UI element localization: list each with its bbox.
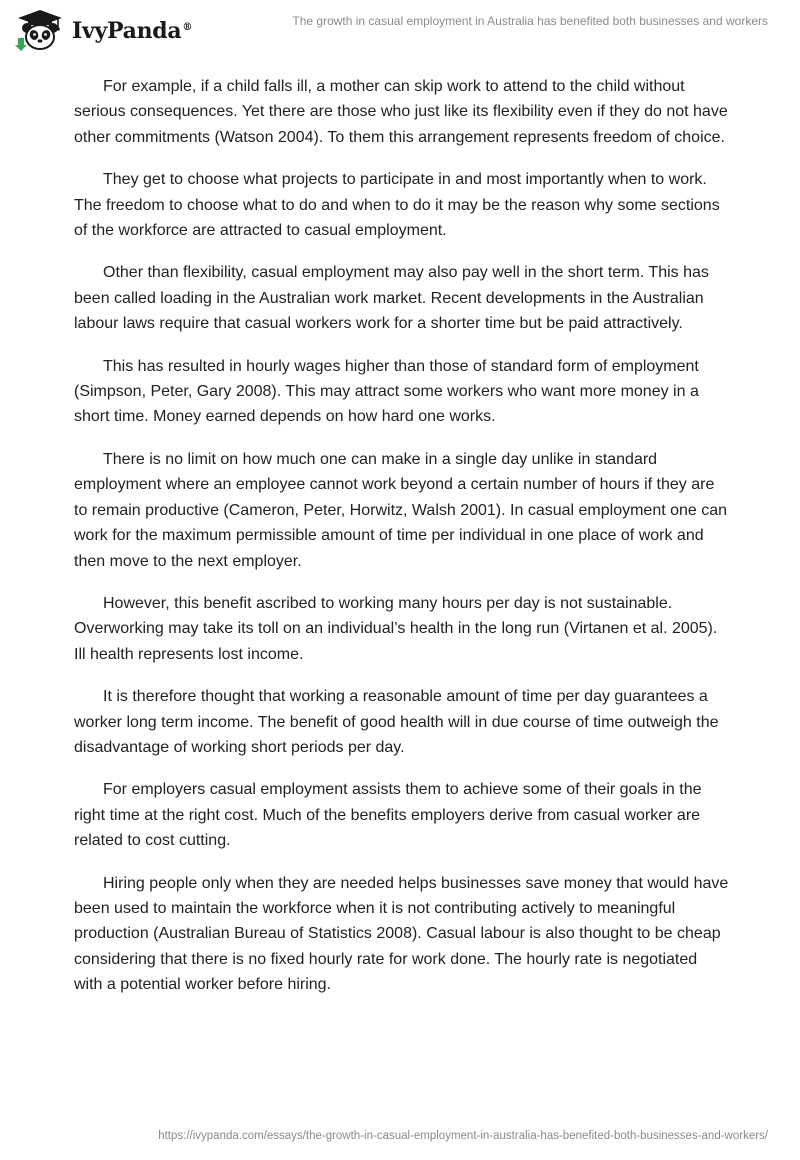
source-url[interactable]: https://ivypanda.com/essays/the-growth-in-casual-employment-in-australia-has-benefited-both-businesses-and-workers/ bbox=[158, 1130, 768, 1142]
paragraph: For employers casual employment assists them to achieve some of their goals in the right time at the right cost. Much of the benefits employers derive from casual worker are related to cost cutting. bbox=[74, 781, 702, 850]
page-header bbox=[0, 0, 800, 56]
paragraph: This has resulted in hourly wages higher than those of standard form of employment (Simpson, Peter, Gary 2008). This may attract some workers who want more money in a short time. Money earned depends on how hard one works. bbox=[74, 357, 699, 426]
paragraph: For example, if a child falls ill, a mother can skip work to attend to the child without serious consequences. Yet there are those who just like its flexibility even if they do not have other commitments (Watson 2004). To them this arrangement represents freedom of choice. bbox=[74, 78, 728, 146]
paragraph: They get to choose what projects to participate in and most importantly when to work. The freedom to choose what to do and when to do it may be the reason why some sections of the workforce are attracted to casual employment. bbox=[74, 171, 720, 240]
ivypanda-logo[interactable] bbox=[14, 8, 192, 52]
panda-graduate-icon bbox=[14, 8, 66, 52]
document-title: The growth in casual employment in Australia has benefited both businesses and workers bbox=[292, 14, 768, 28]
paragraph: However, this benefit ascribed to working many hours per day is not sustainable. Overworking may take its toll on an individual’s health in the long run (Virtanen et al. 2005). Ill health represents lost income. bbox=[74, 594, 718, 663]
paragraph: It is therefore thought that working a reasonable amount of time per day guarantees a worker long term income. The benefit of good health will in due course of time outweigh the disadvantage of working short periods per day. bbox=[74, 688, 719, 756]
essay-body bbox=[74, 74, 730, 1015]
paragraph: Hiring people only when they are needed helps businesses save money that would have been used to maintain the workforce when it is not contributing actively to meaningful production (Australian Bureau of Statistics 2008). Casual labour is also thought to be cheap considering that there is no fixed hourly rate for work done. The hourly rate is negotiated with a potential worker before hiring. bbox=[74, 874, 729, 994]
paragraph: There is no limit on how much one can make in a single day unlike in standard employment where an employee cannot work beyond a certain number of hours if they are to remain productive (Cameron, Peter, Horwitz, Walsh 2001). In casual employment one can work for the maximum permissible amount of time per individual in one place of work and then move to the next employer. bbox=[74, 450, 728, 570]
logo-wordmark: IvyPanda® bbox=[72, 18, 193, 44]
paragraph: Other than flexibility, casual employment may also pay well in the short term. This has been called loading in the Australian work market. Recent developments in the Australian labour laws require that casual workers work for a shorter time but be paid attractively. bbox=[74, 264, 709, 333]
